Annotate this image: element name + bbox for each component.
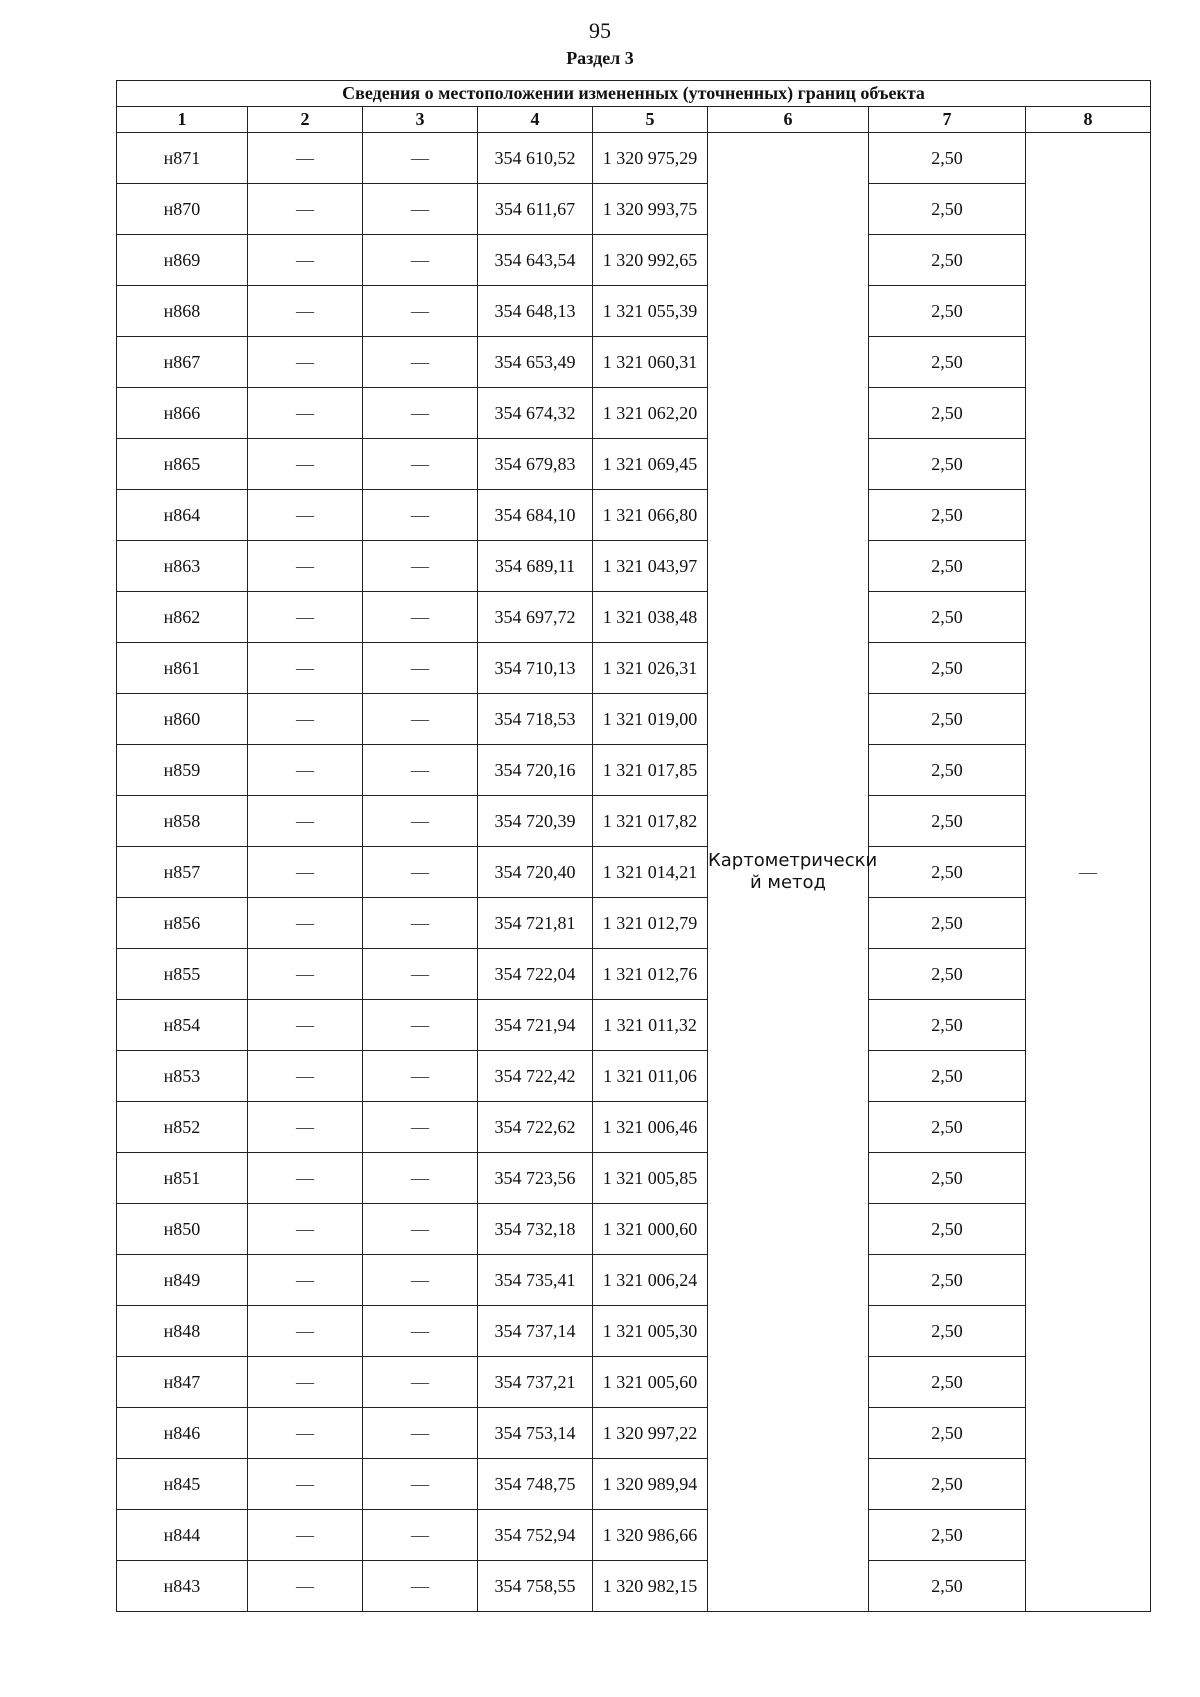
- y-coordinate-cell: 1 321 038,48: [593, 592, 708, 643]
- x-coordinate-cell: 354 758,55: [478, 1561, 593, 1612]
- table-row: [117, 439, 1151, 490]
- point-number-cell: н860: [117, 694, 248, 745]
- accuracy-cell: 2,50: [869, 847, 1026, 898]
- accuracy-cell: 2,50: [869, 1459, 1026, 1510]
- x-coordinate-cell: 354 722,62: [478, 1102, 593, 1153]
- col2-cell: —: [248, 286, 363, 337]
- accuracy-cell: 2,50: [869, 643, 1026, 694]
- point-number-cell: н847: [117, 1357, 248, 1408]
- point-number-cell: н868: [117, 286, 248, 337]
- column-number-1: 1: [117, 107, 248, 133]
- col3-cell: —: [363, 1408, 478, 1459]
- col2-cell: —: [248, 133, 363, 184]
- accuracy-cell: 2,50: [869, 490, 1026, 541]
- y-coordinate-cell: 1 321 062,20: [593, 388, 708, 439]
- section-title: Раздел 3: [566, 48, 634, 68]
- col3-cell: —: [363, 439, 478, 490]
- col2-cell: —: [248, 439, 363, 490]
- accuracy-cell: 2,50: [869, 1000, 1026, 1051]
- col3-cell: —: [363, 1204, 478, 1255]
- col3-cell: —: [363, 1357, 478, 1408]
- table-row: [117, 1510, 1151, 1561]
- y-coordinate-cell: 1 320 989,94: [593, 1459, 708, 1510]
- col3-cell: —: [363, 796, 478, 847]
- x-coordinate-cell: 354 721,81: [478, 898, 593, 949]
- col3-cell: —: [363, 1153, 478, 1204]
- column-number-8: 8: [1026, 107, 1151, 133]
- col2-cell: —: [248, 1306, 363, 1357]
- x-coordinate-cell: 354 611,67: [478, 184, 593, 235]
- table-row: [117, 847, 1151, 898]
- y-coordinate-cell: 1 321 019,00: [593, 694, 708, 745]
- y-coordinate-cell: 1 321 012,79: [593, 898, 708, 949]
- col3-cell: —: [363, 949, 478, 1000]
- x-coordinate-cell: 354 720,39: [478, 796, 593, 847]
- col3-cell: —: [363, 1000, 478, 1051]
- table-row: [117, 1000, 1151, 1051]
- accuracy-cell: 2,50: [869, 1255, 1026, 1306]
- x-coordinate-cell: 354 643,54: [478, 235, 593, 286]
- point-number-cell: н858: [117, 796, 248, 847]
- x-coordinate-cell: 354 732,18: [478, 1204, 593, 1255]
- point-number-cell: н871: [117, 133, 248, 184]
- col3-cell: —: [363, 1306, 478, 1357]
- point-number-cell: н843: [117, 1561, 248, 1612]
- col2-cell: —: [248, 592, 363, 643]
- accuracy-cell: 2,50: [869, 898, 1026, 949]
- point-number-cell: н850: [117, 1204, 248, 1255]
- col2-cell: —: [248, 1408, 363, 1459]
- col3-cell: —: [363, 1051, 478, 1102]
- col3-cell: —: [363, 1510, 478, 1561]
- point-number-cell: н851: [117, 1153, 248, 1204]
- point-number-cell: н854: [117, 1000, 248, 1051]
- table-row: [117, 388, 1151, 439]
- col2-cell: —: [248, 796, 363, 847]
- y-coordinate-cell: 1 320 986,66: [593, 1510, 708, 1561]
- col2-cell: —: [248, 541, 363, 592]
- col3-cell: —: [363, 133, 478, 184]
- col2-cell: —: [248, 184, 363, 235]
- table-row: [117, 490, 1151, 541]
- method-cell: Картометрически й метод: [708, 133, 869, 1612]
- accuracy-cell: 2,50: [869, 541, 1026, 592]
- col2-cell: —: [248, 898, 363, 949]
- col3-cell: —: [363, 1459, 478, 1510]
- point-number-cell: н844: [117, 1510, 248, 1561]
- col3-cell: —: [363, 541, 478, 592]
- accuracy-cell: 2,50: [869, 1561, 1026, 1612]
- accuracy-cell: 2,50: [869, 235, 1026, 286]
- y-coordinate-cell: 1 321 055,39: [593, 286, 708, 337]
- x-coordinate-cell: 354 674,32: [478, 388, 593, 439]
- col3-cell: —: [363, 1561, 478, 1612]
- y-coordinate-cell: 1 321 060,31: [593, 337, 708, 388]
- accuracy-cell: 2,50: [869, 388, 1026, 439]
- table-row: [117, 949, 1151, 1000]
- col3-cell: —: [363, 490, 478, 541]
- column-number-6: 6: [708, 107, 869, 133]
- table-row: [117, 286, 1151, 337]
- table-row: [117, 541, 1151, 592]
- col3-cell: —: [363, 643, 478, 694]
- point-number-cell: н849: [117, 1255, 248, 1306]
- table-row: [117, 592, 1151, 643]
- y-coordinate-cell: 1 321 043,97: [593, 541, 708, 592]
- y-coordinate-cell: 1 320 975,29: [593, 133, 708, 184]
- col3-cell: —: [363, 286, 478, 337]
- accuracy-cell: 2,50: [869, 1408, 1026, 1459]
- y-coordinate-cell: 1 321 005,60: [593, 1357, 708, 1408]
- y-coordinate-cell: 1 320 982,15: [593, 1561, 708, 1612]
- col2-cell: —: [248, 1510, 363, 1561]
- accuracy-cell: 2,50: [869, 133, 1026, 184]
- table-row: [117, 1357, 1151, 1408]
- table-row: [117, 1408, 1151, 1459]
- col3-cell: —: [363, 694, 478, 745]
- table-row: [117, 184, 1151, 235]
- x-coordinate-cell: 354 679,83: [478, 439, 593, 490]
- accuracy-cell: 2,50: [869, 796, 1026, 847]
- col2-cell: —: [248, 1357, 363, 1408]
- point-number-cell: н861: [117, 643, 248, 694]
- point-number-cell: н848: [117, 1306, 248, 1357]
- y-coordinate-cell: 1 321 000,60: [593, 1204, 708, 1255]
- accuracy-cell: 2,50: [869, 1306, 1026, 1357]
- point-number-cell: н855: [117, 949, 248, 1000]
- x-coordinate-cell: 354 752,94: [478, 1510, 593, 1561]
- y-coordinate-cell: 1 321 011,32: [593, 1000, 708, 1051]
- table-row: [117, 1051, 1151, 1102]
- accuracy-cell: 2,50: [869, 1510, 1026, 1561]
- accuracy-cell: 2,50: [869, 1357, 1026, 1408]
- table-row: [117, 1153, 1151, 1204]
- table-row: [117, 898, 1151, 949]
- accuracy-cell: 2,50: [869, 1153, 1026, 1204]
- x-coordinate-cell: 354 710,13: [478, 643, 593, 694]
- column-number-5: 5: [593, 107, 708, 133]
- col3-cell: —: [363, 1102, 478, 1153]
- x-coordinate-cell: 354 737,14: [478, 1306, 593, 1357]
- y-coordinate-cell: 1 321 014,21: [593, 847, 708, 898]
- table-row: [117, 1561, 1151, 1612]
- column-number-7: 7: [869, 107, 1026, 133]
- col2-cell: —: [248, 1051, 363, 1102]
- col2-cell: —: [248, 490, 363, 541]
- page-number: 95: [589, 18, 611, 43]
- y-coordinate-cell: 1 320 997,22: [593, 1408, 708, 1459]
- table-row: [117, 1459, 1151, 1510]
- col2-cell: —: [248, 388, 363, 439]
- y-coordinate-cell: 1 321 005,30: [593, 1306, 708, 1357]
- point-number-cell: н863: [117, 541, 248, 592]
- y-coordinate-cell: 1 320 992,65: [593, 235, 708, 286]
- column-number-3: 3: [363, 107, 478, 133]
- col2-cell: —: [248, 337, 363, 388]
- col2-cell: —: [248, 235, 363, 286]
- table-row: [117, 1306, 1151, 1357]
- x-coordinate-cell: 354 720,16: [478, 745, 593, 796]
- table-row: [117, 133, 1151, 184]
- accuracy-cell: 2,50: [869, 949, 1026, 1000]
- y-coordinate-cell: 1 321 006,46: [593, 1102, 708, 1153]
- accuracy-cell: 2,50: [869, 286, 1026, 337]
- point-number-cell: н865: [117, 439, 248, 490]
- point-number-cell: н867: [117, 337, 248, 388]
- boundary-coordinates-table: [116, 80, 1151, 1612]
- table-row: [117, 745, 1151, 796]
- table-row: [117, 694, 1151, 745]
- accuracy-cell: 2,50: [869, 184, 1026, 235]
- col3-cell: —: [363, 1255, 478, 1306]
- x-coordinate-cell: 354 722,42: [478, 1051, 593, 1102]
- col3-cell: —: [363, 184, 478, 235]
- accuracy-cell: 2,50: [869, 694, 1026, 745]
- point-number-cell: н862: [117, 592, 248, 643]
- column-number-4: 4: [478, 107, 593, 133]
- point-number-cell: н853: [117, 1051, 248, 1102]
- point-number-cell: н870: [117, 184, 248, 235]
- point-number-cell: н852: [117, 1102, 248, 1153]
- col2-cell: —: [248, 643, 363, 694]
- table-row: [117, 1255, 1151, 1306]
- point-number-cell: н845: [117, 1459, 248, 1510]
- col3-cell: —: [363, 337, 478, 388]
- table-body: [117, 133, 1151, 1612]
- table-row: [117, 337, 1151, 388]
- x-coordinate-cell: 354 748,75: [478, 1459, 593, 1510]
- y-coordinate-cell: 1 321 069,45: [593, 439, 708, 490]
- col3-cell: —: [363, 592, 478, 643]
- accuracy-cell: 2,50: [869, 439, 1026, 490]
- col2-cell: —: [248, 1000, 363, 1051]
- x-coordinate-cell: 354 697,72: [478, 592, 593, 643]
- point-number-cell: н856: [117, 898, 248, 949]
- y-coordinate-cell: 1 321 011,06: [593, 1051, 708, 1102]
- col3-cell: —: [363, 847, 478, 898]
- x-coordinate-cell: 354 720,40: [478, 847, 593, 898]
- col2-cell: —: [248, 1459, 363, 1510]
- column-number-2: 2: [248, 107, 363, 133]
- accuracy-cell: 2,50: [869, 745, 1026, 796]
- col2-cell: —: [248, 1153, 363, 1204]
- x-coordinate-cell: 354 718,53: [478, 694, 593, 745]
- col3-cell: —: [363, 388, 478, 439]
- y-coordinate-cell: 1 321 026,31: [593, 643, 708, 694]
- accuracy-cell: 2,50: [869, 337, 1026, 388]
- x-coordinate-cell: 354 735,41: [478, 1255, 593, 1306]
- x-coordinate-cell: 354 610,52: [478, 133, 593, 184]
- y-coordinate-cell: 1 321 017,82: [593, 796, 708, 847]
- col2-cell: —: [248, 1561, 363, 1612]
- point-number-cell: н846: [117, 1408, 248, 1459]
- col2-cell: —: [248, 1204, 363, 1255]
- accuracy-cell: 2,50: [869, 1051, 1026, 1102]
- table-caption: Сведения о местоположении измененных (уточненных) границ объекта: [117, 81, 1151, 107]
- col3-cell: —: [363, 745, 478, 796]
- col2-cell: —: [248, 745, 363, 796]
- col3-cell: —: [363, 898, 478, 949]
- x-coordinate-cell: 354 684,10: [478, 490, 593, 541]
- col2-cell: —: [248, 1255, 363, 1306]
- table-row: [117, 1102, 1151, 1153]
- point-number-cell: н869: [117, 235, 248, 286]
- table-row: [117, 796, 1151, 847]
- y-coordinate-cell: 1 321 066,80: [593, 490, 708, 541]
- point-number-cell: н859: [117, 745, 248, 796]
- y-coordinate-cell: 1 321 005,85: [593, 1153, 708, 1204]
- y-coordinate-cell: 1 321 012,76: [593, 949, 708, 1000]
- col3-cell: —: [363, 235, 478, 286]
- col2-cell: —: [248, 1102, 363, 1153]
- x-coordinate-cell: 354 723,56: [478, 1153, 593, 1204]
- x-coordinate-cell: 354 721,94: [478, 1000, 593, 1051]
- x-coordinate-cell: 354 737,21: [478, 1357, 593, 1408]
- y-coordinate-cell: 1 321 006,24: [593, 1255, 708, 1306]
- accuracy-cell: 2,50: [869, 1204, 1026, 1255]
- point-number-cell: н866: [117, 388, 248, 439]
- accuracy-cell: 2,50: [869, 592, 1026, 643]
- x-coordinate-cell: 354 689,11: [478, 541, 593, 592]
- x-coordinate-cell: 354 648,13: [478, 286, 593, 337]
- table-row: [117, 643, 1151, 694]
- table-row: [117, 1204, 1151, 1255]
- col8-cell: —: [1026, 133, 1151, 1612]
- y-coordinate-cell: 1 321 017,85: [593, 745, 708, 796]
- table-row: [117, 235, 1151, 286]
- x-coordinate-cell: 354 722,04: [478, 949, 593, 1000]
- x-coordinate-cell: 354 653,49: [478, 337, 593, 388]
- accuracy-cell: 2,50: [869, 1102, 1026, 1153]
- column-number-row: [117, 107, 1151, 133]
- y-coordinate-cell: 1 320 993,75: [593, 184, 708, 235]
- col2-cell: —: [248, 847, 363, 898]
- x-coordinate-cell: 354 753,14: [478, 1408, 593, 1459]
- col2-cell: —: [248, 949, 363, 1000]
- point-number-cell: н864: [117, 490, 248, 541]
- point-number-cell: н857: [117, 847, 248, 898]
- col2-cell: —: [248, 694, 363, 745]
